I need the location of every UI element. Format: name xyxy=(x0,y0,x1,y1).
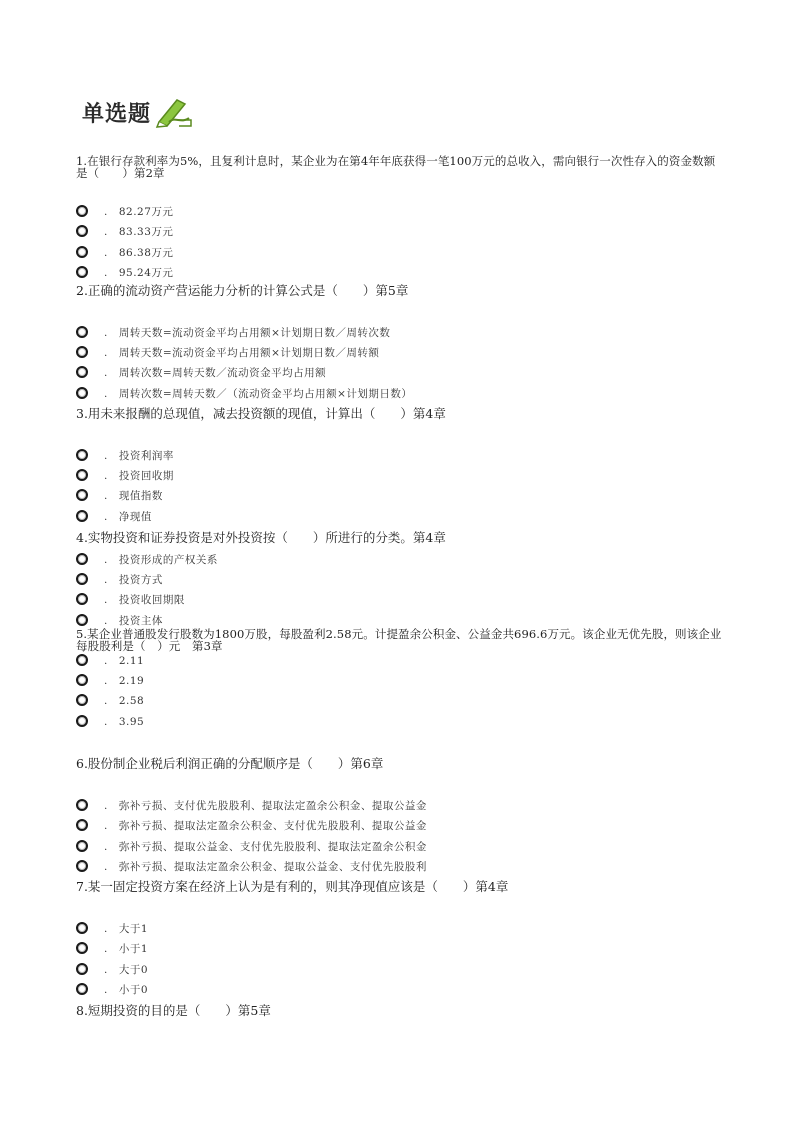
option-b[interactable] xyxy=(76,223,173,239)
question-4 xyxy=(76,530,726,627)
option-d[interactable] xyxy=(76,508,152,524)
radio-button[interactable] xyxy=(76,799,88,811)
option-label: . 3.95 xyxy=(104,715,145,728)
option-d[interactable] xyxy=(76,385,412,401)
radio-button[interactable] xyxy=(76,510,88,522)
radio-button[interactable] xyxy=(76,246,88,258)
option-a[interactable] xyxy=(76,652,144,668)
question-text: 2.正确的流动资产营运能力分析的计算公式是（ ）第5章 xyxy=(76,283,409,298)
option-c[interactable] xyxy=(76,961,148,977)
option-a[interactable] xyxy=(76,203,173,219)
question-text: 4.实物投资和证券投资是对外投资按（ ）所进行的分类。第4章 xyxy=(76,530,446,545)
option-label: . 2.19 xyxy=(104,674,145,687)
option-a[interactable] xyxy=(76,920,148,936)
radio-button[interactable] xyxy=(76,715,88,727)
option-b[interactable] xyxy=(76,467,174,483)
radio-button[interactable] xyxy=(76,205,88,217)
radio-button[interactable] xyxy=(76,449,88,461)
option-label: . 小于0 xyxy=(104,983,149,996)
radio-button[interactable] xyxy=(76,593,88,605)
question-1 xyxy=(76,155,726,279)
option-c[interactable] xyxy=(76,838,427,854)
option-c[interactable] xyxy=(76,591,185,607)
option-a[interactable] xyxy=(76,447,174,463)
option-label: . 投资收回期限 xyxy=(104,593,185,606)
option-label: . 小于1 xyxy=(104,942,149,955)
pencil-icon xyxy=(155,96,193,128)
option-label: . 2.58 xyxy=(104,694,145,707)
option-label: . 周转次数=周转天数／（流动资金平均占用额×计划期日数） xyxy=(104,387,413,400)
radio-button[interactable] xyxy=(76,326,88,338)
question-text: 1.在银行存款利率为5%，且复利计息时，某企业为在第4年年底获得一笔100万元的总收入，需向银行一次性存入的资金数额是（ ）第2章 xyxy=(76,155,716,179)
option-label: . 投资主体 xyxy=(104,614,163,627)
question-text: 3.用未来报酬的总现值，减去投资额的现值，计算出（ ）第4章 xyxy=(76,406,446,421)
question-text: 5.某企业普通股发行股数为1800万股，每股盈利2.58元。计提盈余公积金、公益金共696.6万元。该企业无优先股，则该企业每股股利是（ ）元 第3章 xyxy=(76,628,722,652)
option-label: . 弥补亏损、提取法定盈余公积金、支付优先股股利、提取公益金 xyxy=(104,819,427,832)
option-a[interactable] xyxy=(76,797,427,813)
option-b[interactable] xyxy=(76,817,427,833)
option-a[interactable] xyxy=(76,324,390,340)
question-text: 7.某一固定投资方案在经济上认为是有利的，则其净现值应该是（ ）第4章 xyxy=(76,879,509,894)
radio-button[interactable] xyxy=(76,694,88,706)
option-b[interactable] xyxy=(76,344,379,360)
option-label: . 大于0 xyxy=(104,963,149,976)
radio-button[interactable] xyxy=(76,674,88,686)
option-label: . 弥补亏损、提取法定盈余公积金、提取公益金、支付优先股股利 xyxy=(104,860,427,873)
option-d[interactable] xyxy=(76,981,148,997)
question-text: 8.短期投资的目的是（ ）第5章 xyxy=(76,1003,271,1018)
radio-button[interactable] xyxy=(76,346,88,358)
question-7 xyxy=(76,879,726,996)
radio-button[interactable] xyxy=(76,266,88,278)
option-c[interactable] xyxy=(76,487,163,503)
option-label: . 83.33万元 xyxy=(104,225,174,238)
radio-button[interactable] xyxy=(76,654,88,666)
question-8 xyxy=(76,1004,726,1018)
section-title: 单选题 xyxy=(82,101,152,127)
question-5 xyxy=(76,628,726,728)
question-2 xyxy=(76,283,726,400)
radio-button[interactable] xyxy=(76,922,88,934)
option-c[interactable] xyxy=(76,364,326,380)
option-c[interactable] xyxy=(76,244,173,260)
radio-button[interactable] xyxy=(76,553,88,565)
option-label: . 周转次数=周转天数／流动资金平均占用额 xyxy=(104,366,327,379)
radio-button[interactable] xyxy=(76,469,88,481)
option-b[interactable] xyxy=(76,940,148,956)
option-d[interactable] xyxy=(76,264,173,280)
radio-button[interactable] xyxy=(76,614,88,626)
option-b[interactable] xyxy=(76,571,163,587)
option-d[interactable] xyxy=(76,612,163,628)
radio-button[interactable] xyxy=(76,819,88,831)
radio-button[interactable] xyxy=(76,942,88,954)
option-d[interactable] xyxy=(76,713,144,729)
question-text: 6.股份制企业税后利润正确的分配顺序是（ ）第6章 xyxy=(76,756,384,771)
option-label: . 现值指数 xyxy=(104,489,163,502)
option-label: . 弥补亏损、支付优先股股利、提取法定盈余公积金、提取公益金 xyxy=(104,799,427,812)
option-b[interactable] xyxy=(76,672,144,688)
option-a[interactable] xyxy=(76,551,218,567)
radio-button[interactable] xyxy=(76,860,88,872)
option-label: . 投资回收期 xyxy=(104,469,174,482)
option-label: . 82.27万元 xyxy=(104,205,174,218)
radio-button[interactable] xyxy=(76,983,88,995)
radio-button[interactable] xyxy=(76,963,88,975)
question-3 xyxy=(76,406,726,523)
option-label: . 投资形成的产权关系 xyxy=(104,553,218,566)
option-label: . 大于1 xyxy=(104,922,149,935)
option-label: . 投资利润率 xyxy=(104,449,174,462)
option-label: . 净现值 xyxy=(104,510,152,523)
radio-button[interactable] xyxy=(76,573,88,585)
option-label: . 周转天数=流动资金平均占用额×计划期日数／周转次数 xyxy=(104,326,391,339)
option-label: . 投资方式 xyxy=(104,573,163,586)
option-label: . 周转天数=流动资金平均占用额×计划期日数／周转额 xyxy=(104,346,380,359)
radio-button[interactable] xyxy=(76,840,88,852)
option-label: . 86.38万元 xyxy=(104,246,174,259)
radio-button[interactable] xyxy=(76,225,88,237)
option-d[interactable] xyxy=(76,858,427,874)
radio-button[interactable] xyxy=(76,387,88,399)
option-label: . 2.11 xyxy=(104,654,145,667)
section-header xyxy=(82,96,193,128)
radio-button[interactable] xyxy=(76,489,88,501)
option-label: . 95.24万元 xyxy=(104,266,174,279)
question-6 xyxy=(76,756,726,873)
option-label: . 弥补亏损、提取公益金、支付优先股股利、提取法定盈余公积金 xyxy=(104,840,427,853)
radio-button[interactable] xyxy=(76,366,88,378)
option-c[interactable] xyxy=(76,692,144,708)
